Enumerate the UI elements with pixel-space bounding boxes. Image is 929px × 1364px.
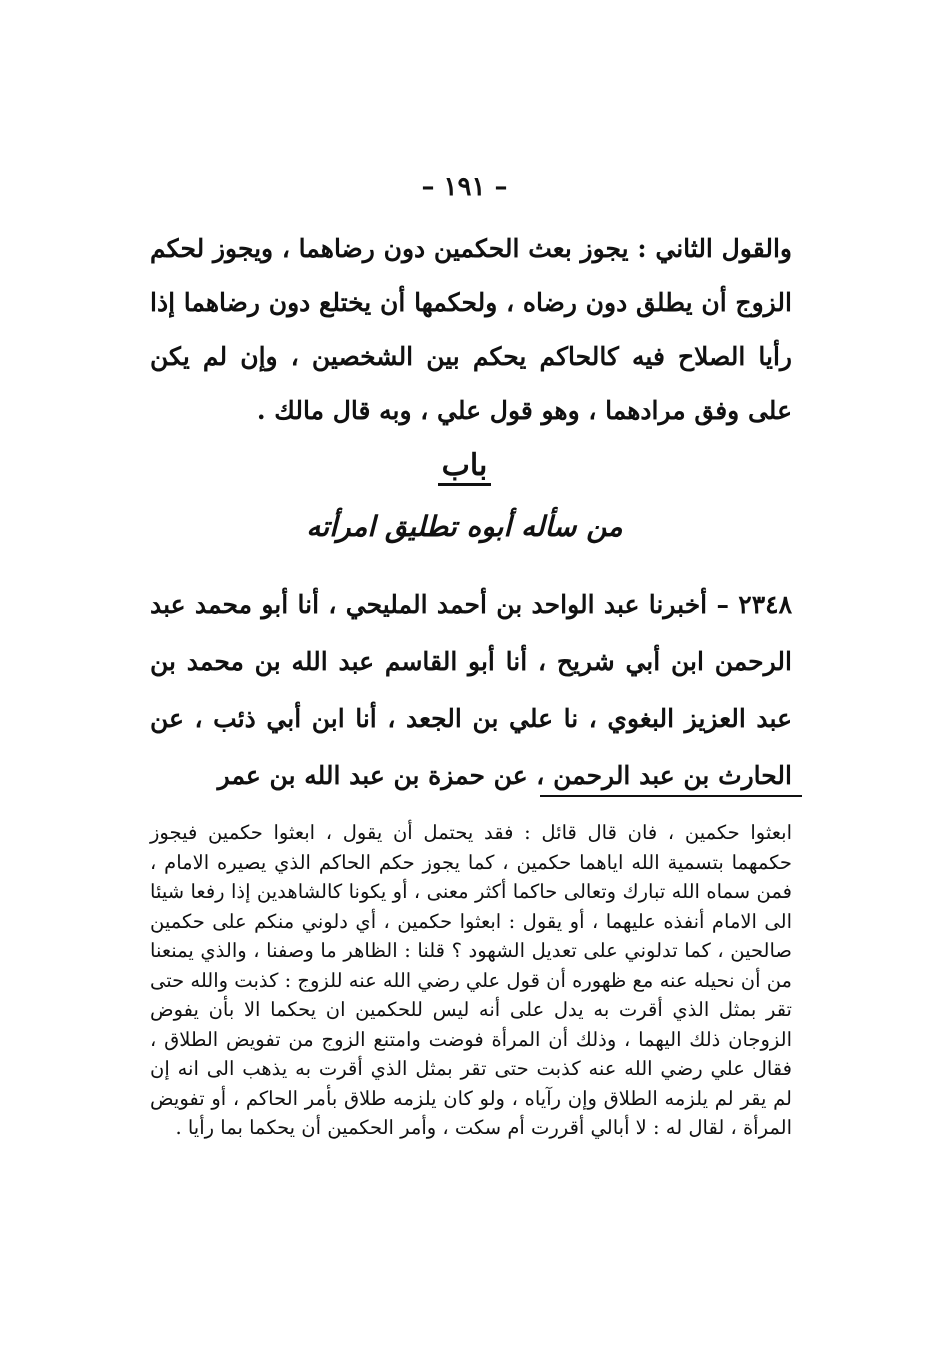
main-paragraph: والقول الثاني : يجوز بعث الحكمين دون رضاهما ، ويجوز لحكم الزوج أن يطلق دون رضاه ، ولحكمها أن يختلع دون رضاهما إذا رأيا الصلاح فيه كالحاكم يحكم بين الشخصين ، وإن لم يكن على وفق مرادهما ، وهو قول علي ، وبه قال مالك . bbox=[150, 234, 792, 425]
footnote-divider bbox=[540, 795, 802, 797]
footnote-text: ابعثوا حكمين ، فان قال قائل : فقد يحتمل أن يقول ، ابعثوا حكمين فيجوز حكمهما بتسمية الله اياهما حكمين ، كما يجوز حكم الحاكم الذي يصيره الامام ، فمن سماه الله تبارك وتعالى حاكما أكثر معنى ، أو يكونا كالشاهدين إذا رفعا شيئا الى الامام أنفذه عليهما ، أو يقول : ابعثوا حكمين ، أي دلوني منكم على حكمين صالحين ، كما تدلوني على تعديل الشهود ؟ قلنا : الظاهر ما وصفنا ، والذي يمنعنا من أن نحيله عنه مع ظهوره أن قول علي رضي الله عنه للزوج : كذبت والله حتى تقر بمثل الذي أقرت به يدل على أنه ليس للحكمين ان يحكما الا بأن يفوض الزوجان ذلك اليهما ، وذلك أن المرأة فوضت وامتنع الزوج من تفويض الطلاق ، فقال علي رضي الله عنه كذبت حتى تقر بمثل الذي أقرت به يذهب الى انه إن لم يقر لم يلزمه الطلاق وإن رآياه ، ولو كان يلزمه طلاق بأمر الحاكم ، أو تفويض المرأة ، لقال له : لا أبالي أقررت أم سكت ، وأمر الحكمين أن يحكما بما رأيا . bbox=[150, 821, 792, 1139]
page-number: – ١٩١ – bbox=[421, 172, 508, 202]
chapter-heading bbox=[0, 448, 929, 483]
chapter-title: من سأله أبوه تطليق امرأته bbox=[306, 510, 623, 543]
chapter-heading-text: باب bbox=[438, 448, 492, 486]
hadith-paragraph: ٢٣٤٨ – أخبرنا عبد الواحد بن أحمد المليحي ، أنا أبو محمد عبد الرحمن ابن أبي شريح ، أنا أبو القاسم عبد الله بن محمد بن عبد العزيز البغوي ، نا علي بن الجعد ، أنا ابن أبي ذئب ، عن الحارث بن عبد الرحمن ، عن حمزة بن عبد الله بن عمر bbox=[150, 590, 792, 790]
